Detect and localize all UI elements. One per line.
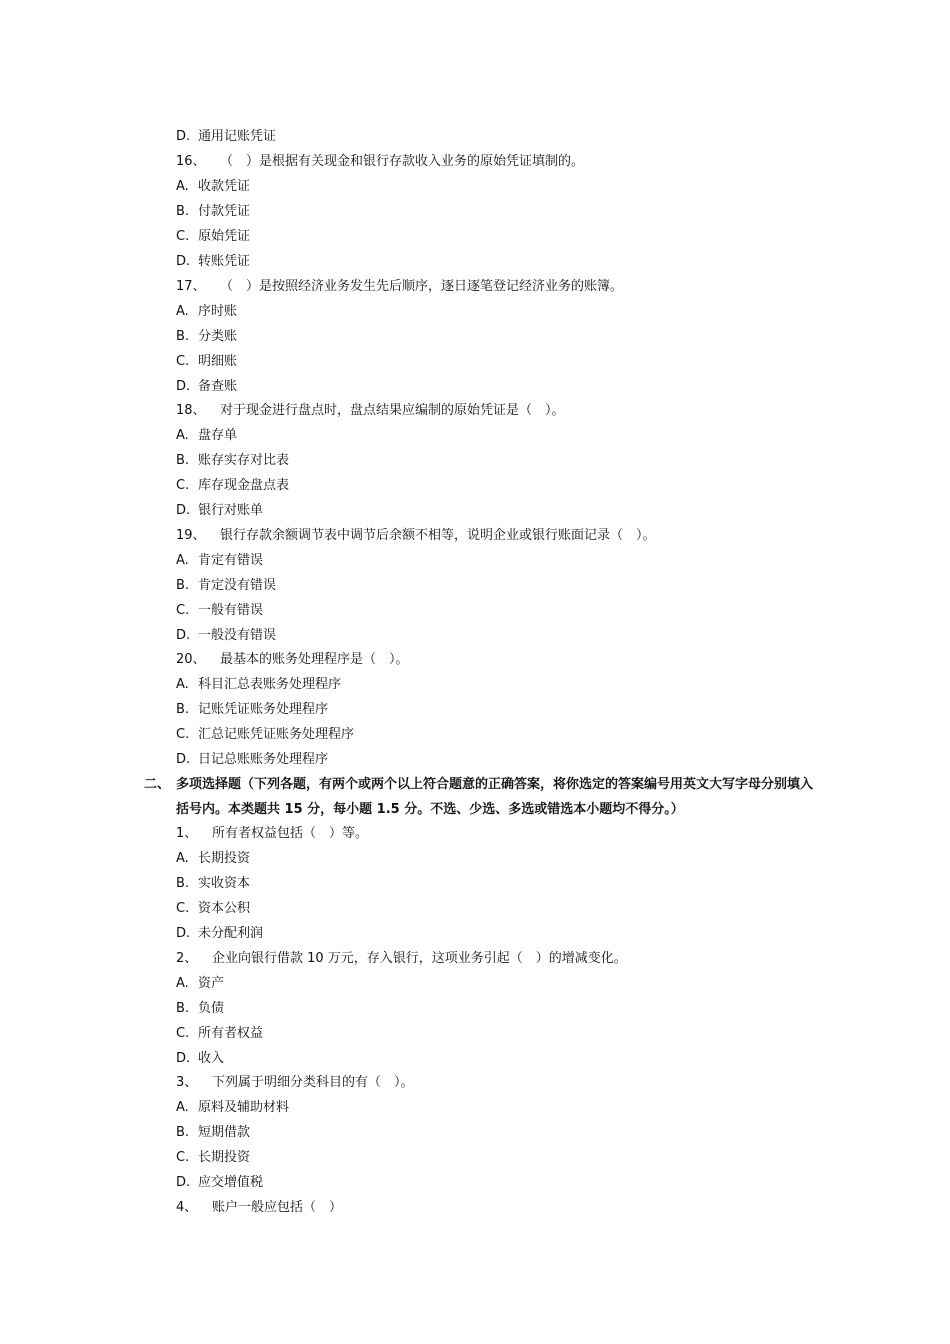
- option-text: 盘存单: [198, 428, 238, 443]
- question-19: [176, 524, 656, 548]
- option-letter: D.: [176, 254, 191, 269]
- option-text: 银行对账单: [198, 503, 264, 518]
- option-q17-d: [176, 375, 237, 399]
- section-instructions: 多项选择题（下列各题，有两个或两个以上符合题意的正确答案，将你选定的答案编号用英文大写字母分别填入括号内。本类题共 15 分，每小题 1.5 分。不选、少选、多选或错选本小题均不得分。）: [176, 777, 814, 817]
- option-q20-d: [176, 748, 328, 772]
- question-number: 17、: [176, 279, 206, 294]
- option-letter: C.: [176, 1150, 190, 1165]
- option-text: 科目汇总表账务处理程序: [198, 677, 342, 692]
- option-text: 应交增值税: [198, 1175, 264, 1190]
- option-text: 一般没有错误: [198, 628, 277, 643]
- option-text: 未分配利润: [198, 926, 264, 941]
- option-q16-b: [176, 200, 250, 224]
- question-text: 最基本的账务处理程序是（ ）。: [220, 652, 409, 667]
- option-letter: B.: [176, 204, 190, 219]
- option-q17-a: [176, 300, 237, 324]
- question-mc-1: [176, 822, 368, 846]
- option-q19-a: [176, 549, 263, 573]
- option-text: 资本公积: [198, 901, 251, 916]
- option-text: 序时账: [198, 304, 238, 319]
- option-q15-d: [176, 125, 276, 149]
- option-mc2-d: [176, 1047, 224, 1071]
- option-mc3-b: [176, 1121, 250, 1145]
- option-text: 肯定有错误: [198, 553, 264, 568]
- option-letter: B.: [176, 1125, 190, 1140]
- option-text: 肯定没有错误: [198, 578, 277, 593]
- question-text: 账户一般应包括（ ）: [212, 1200, 343, 1215]
- question-18: [176, 399, 565, 423]
- option-q18-a: [176, 424, 237, 448]
- option-q16-a: [176, 175, 250, 199]
- option-q20-a: [176, 673, 341, 697]
- option-mc2-c: [176, 1022, 263, 1046]
- option-letter: C.: [176, 229, 190, 244]
- option-text: 原始凭证: [198, 229, 251, 244]
- option-letter: A.: [176, 677, 189, 692]
- option-letter: B.: [176, 1001, 190, 1016]
- option-q18-b: [176, 449, 289, 473]
- option-text: 短期借款: [198, 1125, 251, 1140]
- option-text: 明细账: [198, 354, 238, 369]
- option-mc3-a: [176, 1096, 289, 1120]
- option-letter: D.: [176, 129, 191, 144]
- option-mc2-b: [176, 997, 224, 1021]
- option-letter: A.: [176, 428, 189, 443]
- option-text: 长期投资: [198, 1150, 251, 1165]
- option-q16-c: [176, 225, 250, 249]
- option-text: 原料及辅助材料: [198, 1100, 290, 1115]
- option-q20-b: [176, 698, 328, 722]
- option-text: 分类账: [198, 329, 238, 344]
- option-q17-c: [176, 350, 237, 374]
- option-letter: A.: [176, 304, 189, 319]
- option-letter: C.: [176, 727, 190, 742]
- question-number: 19、: [176, 528, 206, 543]
- option-text: 一般有错误: [198, 603, 264, 618]
- question-number: 20、: [176, 652, 206, 667]
- option-letter: C.: [176, 354, 190, 369]
- question-text: （ ）是按照经济业务发生先后顺序，逐日逐笔登记经济业务的账簿。: [220, 279, 624, 294]
- option-letter: B.: [176, 578, 190, 593]
- option-text: 日记总账账务处理程序: [198, 752, 329, 767]
- question-number: 16、: [176, 154, 206, 169]
- option-q17-b: [176, 325, 237, 349]
- option-mc1-d: [176, 922, 263, 946]
- option-letter: B.: [176, 329, 190, 344]
- option-q19-c: [176, 599, 263, 623]
- option-letter: B.: [176, 453, 190, 468]
- option-mc1-c: [176, 897, 250, 921]
- option-letter: D.: [176, 503, 191, 518]
- option-mc3-c: [176, 1146, 250, 1170]
- option-text: 所有者权益: [198, 1026, 264, 1041]
- option-letter: A.: [176, 1100, 189, 1115]
- question-20: [176, 648, 409, 672]
- question-number: 1、: [176, 826, 198, 841]
- option-letter: B.: [176, 876, 190, 891]
- option-letter: D.: [176, 926, 191, 941]
- question-mc-2: [176, 947, 627, 971]
- option-letter: B.: [176, 702, 190, 717]
- option-text: 汇总记账凭证账务处理程序: [198, 727, 355, 742]
- option-q20-c: [176, 723, 354, 747]
- option-q18-d: [176, 499, 263, 523]
- option-letter: A.: [176, 851, 189, 866]
- option-letter: D.: [176, 752, 191, 767]
- option-letter: D.: [176, 379, 191, 394]
- option-letter: C.: [176, 603, 190, 618]
- question-mc-3: [176, 1071, 414, 1095]
- question-16: [176, 150, 584, 174]
- option-letter: D.: [176, 628, 191, 643]
- option-letter: A.: [176, 553, 189, 568]
- question-text: 所有者权益包括（ ）等。: [212, 826, 369, 841]
- option-letter: C.: [176, 478, 190, 493]
- question-17: [176, 275, 623, 299]
- question-number: 4、: [176, 1200, 198, 1215]
- option-text: 收款凭证: [198, 179, 251, 194]
- option-text: 资产: [198, 976, 225, 991]
- question-text: 下列属于明细分类科目的有（ ）。: [212, 1075, 414, 1090]
- option-letter: C.: [176, 1026, 190, 1041]
- option-letter: A.: [176, 179, 189, 194]
- option-mc2-a: [176, 972, 224, 996]
- option-letter: A.: [176, 976, 189, 991]
- option-mc1-b: [176, 872, 250, 896]
- question-number: 3、: [176, 1075, 198, 1090]
- option-text: 长期投资: [198, 851, 251, 866]
- option-text: 通用记账凭证: [198, 129, 277, 144]
- question-number: 2、: [176, 951, 198, 966]
- option-letter: D.: [176, 1175, 191, 1190]
- option-q16-d: [176, 250, 250, 274]
- question-number: 18、: [176, 403, 206, 418]
- option-q19-b: [176, 574, 276, 598]
- question-text: 企业向银行借款 10 万元，存入银行，这项业务引起（ ）的增减变化。: [212, 951, 627, 966]
- option-text: 收入: [198, 1051, 225, 1066]
- question-mc-4: [176, 1196, 342, 1220]
- option-mc3-d: [176, 1171, 263, 1195]
- option-text: 库存现金盘点表: [198, 478, 290, 493]
- option-text: 账存实存对比表: [198, 453, 290, 468]
- section-heading-multiple-choice: [144, 772, 824, 822]
- question-text: 银行存款余额调节表中调节后余额不相等，说明企业或银行账面记录（ ）。: [220, 528, 656, 543]
- section-number: 二、: [144, 777, 171, 792]
- option-text: 负债: [198, 1001, 225, 1016]
- option-letter: C.: [176, 901, 190, 916]
- option-text: 转账凭证: [198, 254, 251, 269]
- option-letter: D.: [176, 1051, 191, 1066]
- option-mc1-a: [176, 847, 250, 871]
- question-text: （ ）是根据有关现金和银行存款收入业务的原始凭证填制的。: [220, 154, 585, 169]
- question-text: 对于现金进行盘点时，盘点结果应编制的原始凭证是（ ）。: [220, 403, 565, 418]
- option-q18-c: [176, 474, 289, 498]
- option-q19-d: [176, 624, 276, 648]
- option-text: 实收资本: [198, 876, 251, 891]
- option-text: 付款凭证: [198, 204, 251, 219]
- option-text: 备查账: [198, 379, 238, 394]
- option-text: 记账凭证账务处理程序: [198, 702, 329, 717]
